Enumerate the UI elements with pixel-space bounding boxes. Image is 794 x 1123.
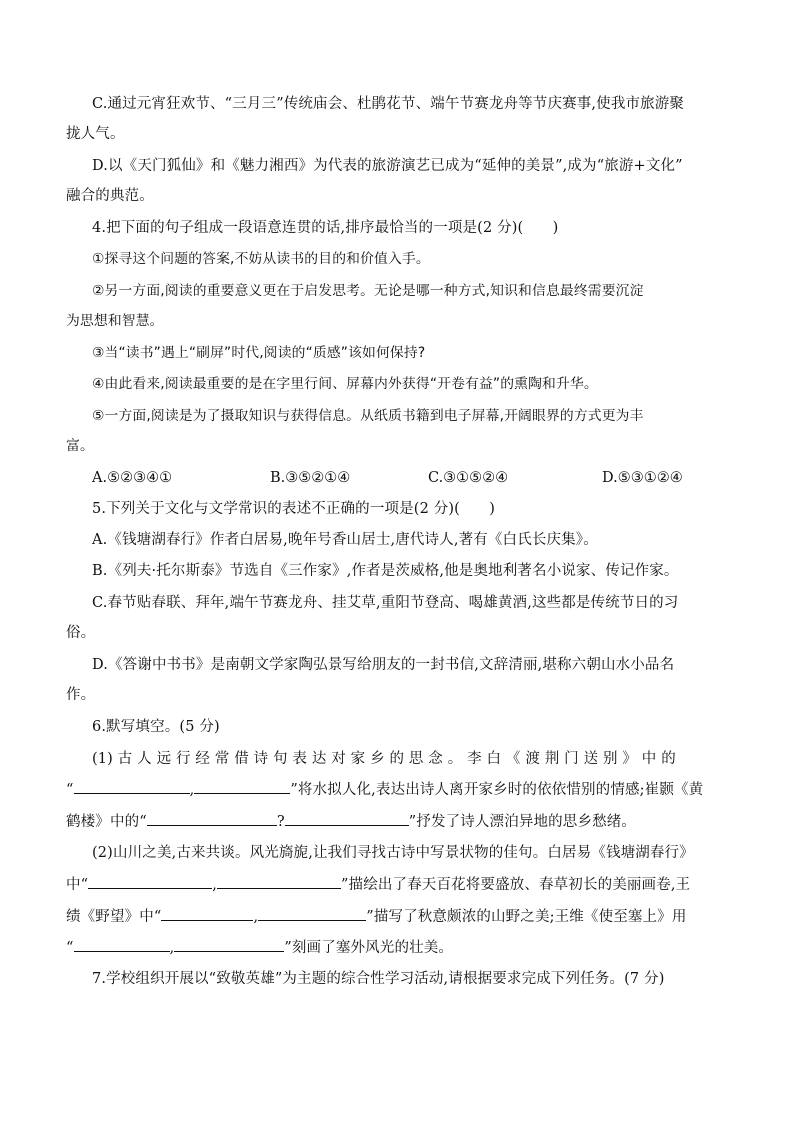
answer-blank[interactable] [217,874,341,889]
q5-option-b: B.《列夫·托尔斯泰》节选自《三作家》,作者是茨威格,他是奥地利著名小说家、传记作家。 [92,563,679,579]
answer-blank[interactable] [74,779,190,794]
q4-option-a: A.⑤②③④① [92,470,173,486]
q7-stem: 7.学校组织开展以“致敬英雄”为主题的综合性学习活动,请根据要求完成下列任务。(7 分) [92,971,665,987]
q4-sentence-2-line2: 为思想和智慧。 [66,313,164,329]
q6-part1-line1: (1) 古 人 远 行 经 常 借 诗 句 表 达 对 家 乡 的 思 念 。 李 白 《 渡 荆 门 送 别 》 中 的 [92,751,676,767]
q4-sentence-4: ④由此看来,阅读最重要的是在字里行间、屏幕内外获得“开卷有益”的熏陶和升华。 [92,376,598,392]
q3-option-d-line1: D.以《天门狐仙》和《魅力湘西》为代表的旅游演艺已成为“延伸的美景”,成为“旅游+文化” [92,158,683,174]
q4-sentence-5-line2: 富。 [66,438,94,454]
q4-option-c: C.③①⑤②④ [428,470,509,486]
q5-option-d-line2: 作。 [66,687,96,703]
q5-option-c-line1: C.春节贴春联、拜年,端午节赛龙舟、挂艾草,重阳节登高、喝雄黄酒,这些都是传统节日的习 [92,595,679,611]
q6-part1-line3: 鹤楼》中的“ ? ”抒发了诗人漂泊异地的思乡愁绪。 [66,811,698,832]
q4-option-d: D.⑤③①②④ [602,470,683,486]
q4-option-b: B.③⑤②①④ [270,470,351,486]
q6-stem: 6.默写填空。(5 分) [92,719,220,735]
q5-option-c-line2: 俗。 [66,625,96,641]
q6-part2-line2: 中“ , ”描绘出了春天百花将要盛放、春草初长的美丽画卷,王 [66,874,698,895]
answer-blank[interactable] [161,906,253,921]
q6-part2-line4: “ , ”刻画了塞外风光的壮美。 [66,937,698,958]
q6-part2-line3: 绩《野望》中“ , ”描写了秋意颇浓的山野之美;王维《使至塞上》用 [66,906,698,927]
q4-stem: 4.把下面的句子组成一段语意连贯的话,排序最恰当的一项是(2 分)( ) [92,220,559,236]
answer-blank[interactable] [285,811,409,826]
q5-option-a: A.《钱塘湖春行》作者白居易,晚年号香山居士,唐代诗人,著有《白氏长庆集》。 [92,532,598,548]
q4-sentence-5-line1: ⑤一方面,阅读是为了摄取知识与获得信息。从纸质书籍到电子屏幕,开阔眼界的方式更为丰 [92,408,644,424]
q3-option-d-line2: 融合的典范。 [66,188,154,204]
answer-blank[interactable] [147,811,277,826]
answer-blank[interactable] [88,874,212,889]
answer-blank[interactable] [74,937,170,952]
q3-option-c-line2: 拢人气。 [66,126,125,142]
q6-part2-line1: (2)山川之美,古来共谈。风光旖旎,让我们寻找古诗中写景状物的佳句。白居易《钱塘湖春行》 [92,845,694,861]
q4-sentence-2-line1: ②另一方面,阅读的重要意义更在于启发思考。无论是哪一种方式,知识和信息最终需要沉淀 [92,283,644,299]
q5-stem: 5.下列关于文化与文学常识的表述不正确的一项是(2 分)( ) [92,501,496,517]
answer-blank[interactable] [194,779,290,794]
q4-sentence-1: ①探寻这个问题的答案,不妨从读书的目的和价值入手。 [92,251,430,267]
q5-option-d-line1: D.《答谢中书书》是南朝文学家陶弘景写给朋友的一封书信,文辞清丽,堪称六朝山水小品名 [92,657,675,673]
answer-blank[interactable] [174,937,284,952]
q6-part1-line2: “ , ”将水拟人化,表达出诗人离开家乡时的依依惜别的情感;崔颢《黄 [66,779,698,800]
q3-option-c-line1: C.通过元宵狂欢节、“三月三”传统庙会、杜鹃花节、端午节赛龙舟等节庆赛事,使我市旅游聚 [92,96,685,112]
answer-blank[interactable] [258,906,366,921]
q4-sentence-3: ③当“读书”遇上“刷屏”时代,阅读的“质感”该如何保持? [92,345,426,361]
